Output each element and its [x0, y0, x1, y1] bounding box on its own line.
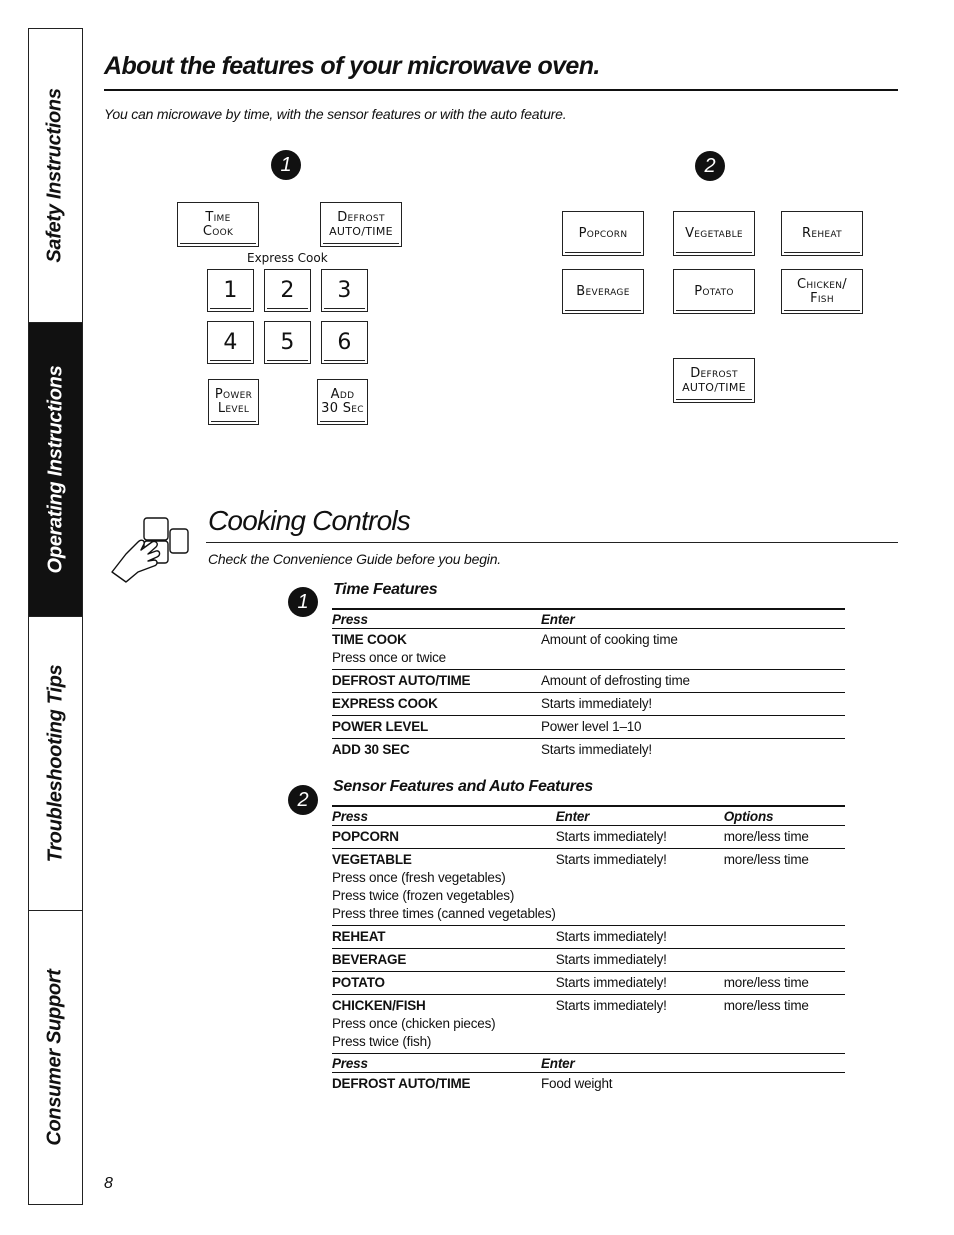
enter-cell: Starts immediately!: [556, 926, 724, 949]
digit-label: 1: [223, 277, 238, 303]
sensor-features-badge: 2: [288, 785, 318, 815]
reheat-label: Reheat: [802, 225, 842, 241]
press-cell: [332, 849, 556, 926]
table-row: [332, 1073, 845, 1096]
page-number: 8: [104, 1175, 113, 1192]
table-row: [332, 949, 845, 972]
tab-label: Safety Instructions: [44, 88, 66, 263]
press-note: Press twice (frozen vegetables): [332, 888, 515, 903]
beverage-label: Beverage: [576, 283, 630, 299]
press-value: EXPRESS COOK: [332, 696, 438, 711]
digit-1-button[interactable]: [207, 269, 254, 312]
tab-consumer-support[interactable]: [29, 911, 82, 1203]
time-cook-button[interactable]: [177, 202, 259, 247]
tab-troubleshooting-tips[interactable]: [29, 617, 82, 911]
press-value: TIME COOK: [332, 632, 407, 647]
time-features-table: [332, 608, 845, 761]
press-note: Press once or twice: [332, 650, 446, 665]
enter-header: Enter: [541, 1054, 845, 1073]
potato-button[interactable]: [673, 269, 755, 314]
defrost-label: [682, 367, 746, 394]
table-row: [332, 826, 845, 849]
press-header: Press: [332, 1054, 541, 1073]
sensor-features-table: [332, 805, 845, 1053]
press-note: Press once (fresh vegetables): [332, 870, 506, 885]
enter-header: Enter: [556, 806, 724, 826]
table-row: [332, 629, 845, 670]
options-header: Options: [724, 806, 845, 826]
enter-cell: Starts immediately!: [556, 826, 724, 849]
table-row: [332, 693, 845, 716]
time-cook-label-line2: Cook: [202, 223, 234, 239]
table-header-row: [332, 1054, 845, 1073]
enter-cell: Amount of cooking time: [541, 629, 845, 670]
enter-cell: Starts immediately!: [555, 998, 667, 1013]
digit-5-button[interactable]: [264, 321, 311, 364]
press-note: Press once (chicken pieces): [332, 1016, 496, 1031]
press-cell: [332, 995, 556, 1054]
tab-label: Operating Instructions: [44, 365, 66, 574]
chicken-fish-label: [797, 278, 847, 305]
time-features-title: Time Features: [333, 581, 438, 598]
table-row: [332, 926, 845, 949]
title-divider: [104, 89, 898, 91]
options-cell: more/less time: [724, 826, 845, 849]
cooking-controls-subtitle: Check the Convenience Guide before you begin.: [208, 551, 501, 567]
reheat-button[interactable]: [781, 211, 863, 256]
options-cell: more/less time: [724, 972, 845, 995]
power-level-line1: Power: [214, 387, 253, 403]
enter-cell: Starts immediately!: [541, 742, 652, 757]
press-value: POTATO: [332, 975, 385, 990]
potato-label: Potato: [694, 283, 734, 299]
enter-cell: Starts immediately!: [556, 949, 724, 972]
chicken-fish-button[interactable]: [781, 269, 863, 314]
press-cell: [332, 1073, 541, 1096]
digit-6-button[interactable]: [321, 321, 368, 364]
auto-features-table: [332, 1053, 845, 1095]
defrost-label: [329, 211, 393, 238]
press-value: REHEAT: [332, 929, 386, 944]
page-title: About the features of your microwave oven.: [104, 52, 600, 80]
enter-cell: Starts immediately!: [556, 972, 724, 995]
enter-cell: Amount of defrosting time: [541, 670, 845, 693]
add-30-line1: Add: [330, 387, 355, 403]
digit-3-button[interactable]: [321, 269, 368, 312]
chicken-fish-line1: Chicken/: [797, 276, 847, 292]
table-header-row: [332, 609, 845, 629]
press-cell: [332, 739, 541, 762]
vegetable-button[interactable]: [673, 211, 755, 256]
table-row: [332, 972, 845, 995]
cooking-controls-title: Cooking Controls: [208, 505, 410, 536]
press-header: Press: [332, 609, 541, 629]
enter-header: Enter: [541, 609, 845, 629]
tab-label: Troubleshooting Tips: [44, 664, 67, 863]
defrost-auto-time-button[interactable]: [320, 202, 402, 247]
express-cook-label: Express Cook: [247, 251, 328, 265]
defrost-label-line2: AUTO/TIME: [329, 224, 393, 238]
press-value: CHICKEN/FISH: [332, 998, 426, 1013]
cooking-controls-divider: [206, 542, 898, 543]
defrost-auto-time-button-2[interactable]: [673, 358, 755, 403]
table-row: [332, 995, 845, 1054]
press-cell: [332, 629, 541, 670]
press-cell: [332, 693, 541, 716]
digit-label: 2: [280, 277, 295, 303]
tab-label: Consumer Support: [44, 968, 67, 1146]
table-header-row: [332, 806, 845, 826]
tab-safety-instructions[interactable]: [29, 29, 82, 323]
table-row: [332, 739, 845, 762]
digit-label: 5: [280, 329, 295, 355]
press-header: Press: [332, 806, 556, 826]
tab-operating-instructions[interactable]: [29, 323, 82, 617]
press-cell: [332, 716, 541, 739]
vegetable-label: Vegetable: [685, 225, 743, 241]
press-note: Press twice (fish): [332, 1034, 432, 1049]
sensor-features-title: Sensor Features and Auto Features: [333, 778, 593, 795]
press-cell: [332, 972, 556, 995]
table-row: [332, 670, 845, 693]
enter-cell: Starts immediately!: [541, 693, 845, 716]
power-level-button[interactable]: [208, 379, 259, 425]
intro-text: You can microwave by time, with the sensor features or with the auto feature.: [104, 106, 567, 122]
digit-2-button[interactable]: [264, 269, 311, 312]
digit-label: 6: [337, 329, 352, 355]
defrost-label-line1: Defrost: [337, 209, 385, 225]
options-cell: more/less time: [723, 998, 809, 1013]
press-value: BEVERAGE: [332, 952, 407, 967]
hand-pressing-button-icon: [108, 514, 192, 586]
add-30-sec-button[interactable]: [317, 379, 368, 425]
press-value: POPCORN: [332, 829, 399, 844]
press-value: ADD 30 SEC: [332, 742, 410, 757]
table-row: [332, 716, 845, 739]
popcorn-label: Popcorn: [578, 225, 628, 241]
defrost2-line1: Defrost: [690, 365, 738, 381]
add-30-sec-label: [321, 388, 364, 415]
press-value: VEGETABLE: [332, 852, 412, 867]
enter-cell: Power level 1–10: [541, 716, 845, 739]
step-1-badge: 1: [271, 150, 301, 180]
press-cell: [332, 670, 541, 693]
press-value: POWER LEVEL: [332, 719, 429, 734]
digit-4-button[interactable]: [207, 321, 254, 364]
time-cook-label-line1: Time: [205, 209, 231, 225]
press-value: DEFROST AUTO/TIME: [332, 1076, 471, 1091]
options-cell: more/less time: [724, 849, 845, 926]
digit-label: 3: [337, 277, 352, 303]
options-cell: [724, 949, 845, 972]
enter-cell: Food weight: [541, 1076, 613, 1091]
power-level-line2: Level: [217, 401, 250, 416]
options-cell: [724, 926, 845, 949]
time-cook-label: [203, 211, 233, 238]
press-cell: [332, 926, 556, 949]
side-navigation: [28, 28, 83, 1205]
table-row: [332, 849, 845, 926]
press-value: DEFROST AUTO/TIME: [332, 673, 471, 688]
defrost2-line2: AUTO/TIME: [682, 380, 746, 394]
press-cell: [332, 949, 556, 972]
digit-label: 4: [223, 329, 238, 355]
time-features-badge: 1: [288, 587, 318, 617]
press-note: Press three times (canned vegetables): [332, 906, 556, 921]
chicken-fish-line2: Fish: [810, 290, 834, 306]
beverage-button[interactable]: [562, 269, 644, 314]
enter-cell: Starts immediately!: [556, 849, 724, 926]
add-30-line2: 30 Sec: [321, 401, 364, 416]
power-level-label: [215, 388, 252, 415]
popcorn-button[interactable]: [562, 211, 644, 256]
step-2-badge: 2: [695, 151, 725, 181]
press-cell: [332, 826, 556, 849]
